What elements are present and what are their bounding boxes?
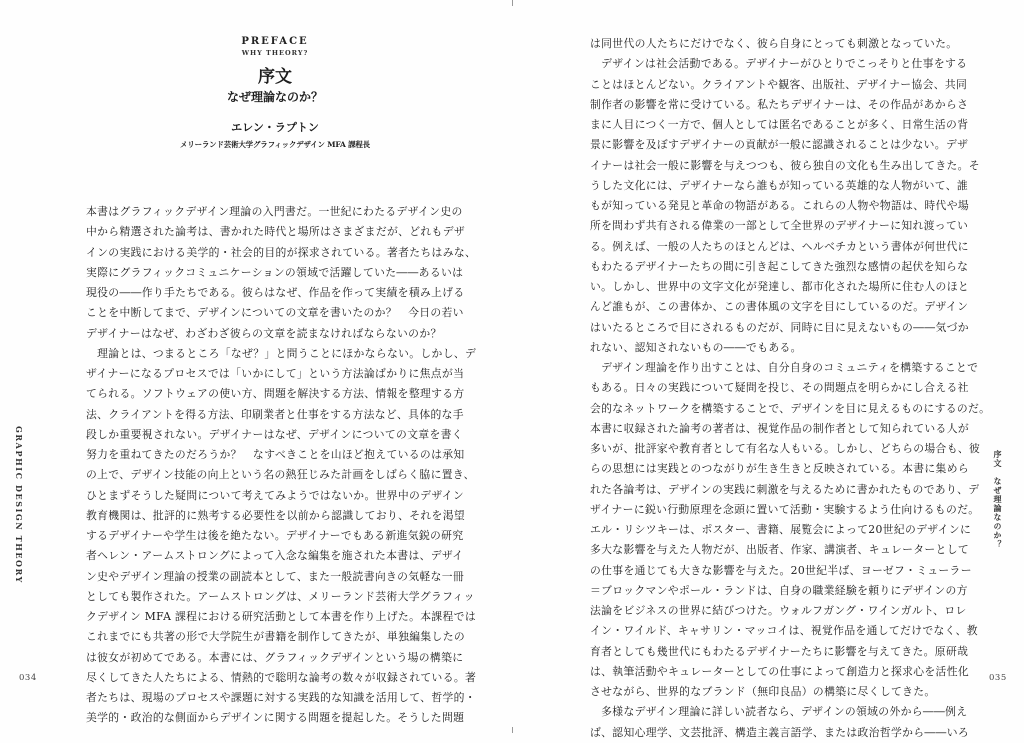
body-line: は、執筆活動やキュレーターとしての仕事によって創造力と探求心を活性化 xyxy=(590,664,969,678)
body-line: エル・リシツキーは、ポスター、書籍、展覧会によって20世紀のデザインに xyxy=(590,523,972,536)
body-line: 段しか重要視されない。デザイナーはなぜ、デザインについての文章を書く xyxy=(86,427,463,441)
author-role: メリーランド芸術大学グラフィックデザイン MFA 課程長 xyxy=(179,140,370,149)
body-line: ザイナーになるプロセスでは「いかにして」という方法論ばかりに焦点が当 xyxy=(86,367,465,380)
body-line: クデザイン MFA 課程における研究活動として本書を作り上げた。本課程では xyxy=(86,610,476,623)
body-line: 多様なデザイン理論に詳しい読者なら、デザインの領域の外から――例え xyxy=(590,705,968,719)
body-line: イン・ワイルド、キャサリン・マッコイは、視覚作品を通してだけでなく、教 xyxy=(590,624,978,638)
body-line: まに人目につく一方で、個人としては匿名であることが多く、日常生活の背 xyxy=(590,118,969,131)
body-line: ば、認知心理学、文芸批評、構造主義言語学、または政治哲学から――いろ xyxy=(590,725,969,739)
body-line: い。しかし、世界中の文字文化が発達し、都市化された場所に住む人のほと xyxy=(590,280,969,293)
body-line: もが知っている発見と革命の物語がある。これらの人物や物語は、時代や場 xyxy=(590,199,969,212)
body-line: ひとまずそうした疑問について考えてみようではないか。世界中のデザイン xyxy=(86,488,465,502)
preface-kicker-sub: WHY THEORY? xyxy=(241,49,309,57)
left-page-body xyxy=(86,202,477,729)
body-line: 者たちは、現場のプロセスや課題に対する実践的な知識を活用して、哲学的・ xyxy=(86,691,476,704)
body-line: 本書に収録された論考の著者は、視覚作品の制作者として知られている人が xyxy=(590,421,969,435)
body-line: 景に影響を及ぼすデザイナーの貢献が一般に認識されることは少ない。デザ xyxy=(590,138,969,152)
body-line: させながら、世界的なブランド（無印良品）の構築に尽くしてきた。 xyxy=(590,685,936,698)
preface-heading xyxy=(165,36,385,150)
body-line: としても製作された。アームストロングは、メリーランド芸術大学グラフィッ xyxy=(86,589,475,603)
crop-mark-top xyxy=(512,0,513,6)
body-line: ザイナーに鋭い行動原理を念頭に置いて活動・実験するよう仕向けるものだ。 xyxy=(590,502,980,516)
page-number-right: 035 xyxy=(989,673,1007,683)
body-line: 尽くしてきた人たちによる、情熱的で聡明な論考の数々が収録されている。著 xyxy=(86,670,477,684)
body-line: 者ヘレン・アームストロングによって入念な編集を施された本書は、デザイ xyxy=(86,549,464,563)
crop-mark-bottom xyxy=(512,727,513,733)
body-line: 法、クライアントを得る方法、印刷業者と仕事をする方法など、具体的な手 xyxy=(86,407,464,421)
body-line: れない、認知されないもの――でもある。 xyxy=(590,340,802,354)
body-line: うした文化には、デザイナーなら誰もが知っている英雄的な人物がいて、誰 xyxy=(590,178,969,192)
body-line: イナーは社会一般に影響を与えつつも、彼ら独自の文化も生み出してきた。そ xyxy=(590,158,980,172)
body-line: は同世代の人たちにだけでなく、彼ら自身にとっても刺激となっていた。 xyxy=(590,37,958,50)
body-line: 育者としても幾世代にもわたるデザイナーたちに影響を与えてきた。原研哉 xyxy=(590,644,969,658)
body-line: 理論とは、つまるところ「なぜ？」と問うことにほかならない。しかし、デ xyxy=(86,346,477,360)
body-line: の仕事を通じても大きな影響を与えた。20世紀半ば、ヨーゼフ・ミューラー xyxy=(590,563,972,577)
body-line: 中から精選された論考は、書かれた時代と場所はさまざまだが、どれもデザ xyxy=(86,225,465,239)
body-line: 実際にグラフィックコミュニケーションの領域で活躍していた――あるいは xyxy=(86,265,464,279)
body-line: デザインは社会活動である。デザイナーがひとりでこっそりと仕事をする xyxy=(590,57,968,71)
body-line: ＝ブロックマンやポール・ランドは、自身の職業経験を頼りにデザインの方 xyxy=(590,583,968,597)
body-line: 努力を重ねてきたのだろうか？ なすべきことを山ほど抱えているのは承知 xyxy=(86,448,465,461)
body-line: ことはほとんどない。クライアントや観客、出版社、デザイナー協会、共同 xyxy=(590,77,968,91)
body-line: 所を問わず共有される偉業の一部として全世界のデザイナーに知れ渡ってい xyxy=(590,219,969,233)
page-subtitle: なぜ理論なのか？ xyxy=(226,90,323,104)
body-line: 多大な影響を与えた人物だが、出版者、作家、講演者、キュレーターとして xyxy=(590,543,969,557)
body-line: デザイン理論を作り出すことは、自分自身のコミュニティを構築することで xyxy=(590,361,979,374)
page-number-left: 034 xyxy=(19,673,37,683)
body-line: 現役の――作り手たちである。彼らはなぜ、作品を作って実績を積み上げる xyxy=(86,286,465,299)
right-page-body xyxy=(590,34,991,743)
body-line: 教育機関は、批評的に熟考する必要性を以前から認識しており、それを渇望 xyxy=(86,508,465,522)
running-head-right: 序文 なぜ理論なのか？ xyxy=(993,450,1003,549)
page-title: 序文 xyxy=(258,67,292,87)
body-line: 美学的・政治的な側面からデザインに関する問題を提起した。そうした問題 xyxy=(86,711,465,725)
body-line: はいたるところで目にされるものだが、同時に目に見えないもの――気づか xyxy=(590,320,969,334)
body-line: もある。日々の実践について疑問を投じ、その問題点を明らかにし合える社 xyxy=(590,381,969,395)
body-line: れた各論考は、デザインの実践に刺激を与えるために書かれたものであり、デ xyxy=(590,482,980,496)
body-line: するデザイナーや学生は後を絶たない。デザイナーでもある新進気鋭の研究 xyxy=(86,529,464,542)
body-line: る。例えば、一般の人たちのほとんどは、ヘルベチカという書体が何世代に xyxy=(590,239,969,253)
body-line: これまでにも共著の形で大学院生が書籍を制作してきたが、単独編集したの xyxy=(86,630,465,644)
body-line: んど誰もが、この書体か、この書体風の文字を目にしているのだ。デザイン xyxy=(590,300,969,314)
body-line: ことを中断してまで、デザインについての文章を書いたのか？ 今日の若い xyxy=(86,306,464,320)
body-line: てられる。ソフトウェアの使い方、問題を解決する方法、情報を整理する方 xyxy=(86,387,465,401)
body-line: 法論をビジネスの世界に結びつけた。ウォルフガング・ワインガルト、ロレ xyxy=(590,604,967,617)
author-name: エレン・ラプトン xyxy=(231,121,319,134)
preface-kicker: PREFACE xyxy=(241,36,309,47)
body-line: インの実践における美学的・社会的目的が探求されている。著者たちはみな、 xyxy=(86,245,477,259)
running-head-left: GRAPHIC DESIGN THEORY xyxy=(14,426,24,584)
body-line: ン史やデザイン理論の授業の副読本として、また一般読書向きの気軽な一冊 xyxy=(86,569,465,583)
body-line: 多いが、批評家や教育者として有名な人もいる。しかし、どちらの場合も、彼 xyxy=(590,442,981,455)
body-line: 制作者の影響を常に受けている。私たちデザイナーは、その作品があからさ xyxy=(590,97,969,111)
body-line: 会的なネットワークを構築することで、デザインを目に見えるものにするのだ。 xyxy=(590,401,991,415)
body-line: は彼女が初めてである。本書には、グラフィックデザインという場の構築に xyxy=(86,650,464,664)
body-line: の上で、デザイン技能の向上という名の熱狂じみた計画をしばらく脇に置き、 xyxy=(86,468,475,482)
body-line: デザイナーはなぜ、わざわざ彼らの文章を読まなければならないのか？ xyxy=(86,326,442,340)
body-line: もわたるデザイナーたちの間に引き起こしてきた強烈な感情の起伏を知らな xyxy=(590,259,969,273)
body-line: 本書はグラフィックデザイン理論の入門書だ。一世紀にわたるデザイン史の xyxy=(86,205,463,218)
body-line: らの思想には実践とのつながりが生き生きと反映されている。本書に集めら xyxy=(590,462,969,476)
